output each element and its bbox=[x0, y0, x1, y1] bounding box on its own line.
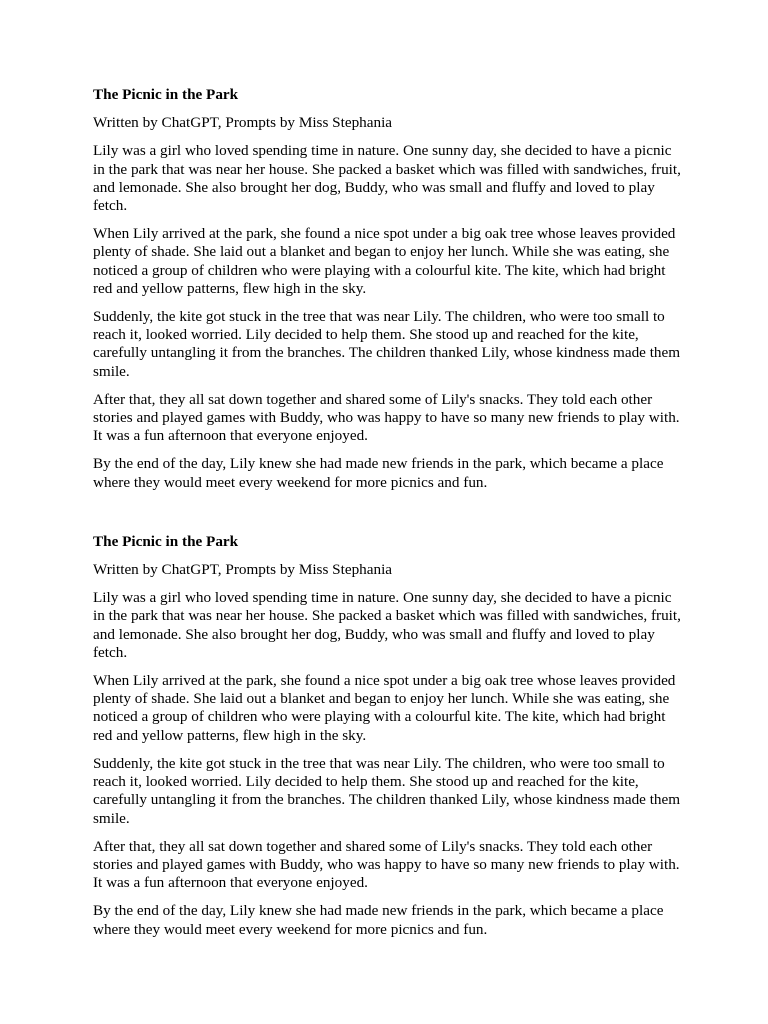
story-paragraph-1: Lily was a girl who loved spending time in nature. One sunny day, she decided to have a picnic in the park that was near her house. She packed a basket which was filled with sandwiches, fruit, and lemonade. She also brought her dog, Buddy, who was small and fluffy and loved to play fetch. bbox=[93, 142, 681, 215]
story-paragraph-5: By the end of the day, Lily knew she had made new friends in the park, which became a place where they would meet every weekend for more picnics and fun. bbox=[93, 902, 664, 938]
story-paragraph-1: Lily was a girl who loved spending time in nature. One sunny day, she decided to have a picnic in the park that was near her house. She packed a basket which was filled with sandwiches, fruit, and lemonade. She also brought her dog, Buddy, who was small and fluffy and loved to play fetch. bbox=[93, 589, 681, 661]
story-byline: Written by ChatGPT, Prompts by Miss Stephania bbox=[93, 561, 393, 579]
story-paragraph-5: By the end of the day, Lily knew she had made new friends in the park, which became a place where they would meet every weekend for more picnics and fun. bbox=[93, 455, 664, 491]
story-paragraph-2: When Lily arrived at the park, she found a nice spot under a big oak tree whose leaves provided plenty of shade. She laid out a blanket and began to enjoy her lunch. While she was eating, she noticed a group of children who were playing with a colourful kite. The kite, which had bright red and yellow patterns, flew high in the sky. bbox=[93, 672, 676, 744]
story-1 bbox=[93, 86, 683, 492]
story-paragraph-3: Suddenly, the kite got stuck in the tree that was near Lily. The children, who were too small to reach it, looked worried. Lily decided to help them. She stood up and reached for the kite, carefully untangling it from the branches. The children thanked Lily, whose kindness made them smile. bbox=[93, 754, 681, 827]
story-2 bbox=[93, 533, 683, 939]
story-paragraph-3: Suddenly, the kite got stuck in the tree that was near Lily. The children, who were too small to reach it, looked worried. Lily decided to help them. She stood up and reached for the kite, carefully untangling it from the branches. The children thanked Lily, whose kindness made them smile. bbox=[93, 308, 681, 380]
document-page bbox=[93, 86, 683, 939]
story-title: The Picnic in the Park bbox=[93, 532, 239, 550]
story-byline: Written by ChatGPT, Prompts by Miss Stephania bbox=[93, 114, 393, 132]
story-paragraph-2: When Lily arrived at the park, she found a nice spot under a big oak tree whose leaves provided plenty of shade. She laid out a blanket and began to enjoy her lunch. While she was eating, she noticed a group of children who were playing with a colourful kite. The kite, which had bright red and yellow patterns, flew high in the sky. bbox=[93, 225, 676, 297]
story-title: The Picnic in the Park bbox=[93, 86, 239, 103]
story-paragraph-4: After that, they all sat down together and shared some of Lily's snacks. They told each other stories and played games with Buddy, who was happy to have so many new friends to play with. It was a fun afternoon that everyone enjoyed. bbox=[93, 837, 680, 892]
story-paragraph-4: After that, they all sat down together and shared some of Lily's snacks. They told each other stories and played games with Buddy, who was happy to have so many new friends to play with. It was a fun afternoon that everyone enjoyed. bbox=[93, 390, 680, 445]
